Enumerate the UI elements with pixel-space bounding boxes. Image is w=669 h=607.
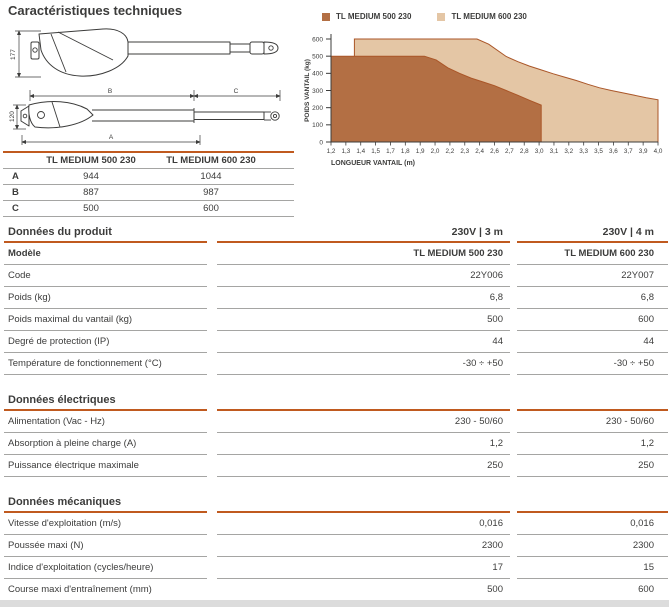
row-value: TL MEDIUM 600 230 [517, 243, 668, 265]
column-header-230v-4m: 230V | 4 m [602, 225, 654, 238]
x-tick-label: 3,2 [564, 148, 574, 155]
row-label: Vitesse d'exploitation (m/s) [4, 513, 207, 535]
row-value: 600 [517, 579, 668, 601]
row-value: 230 - 50/60 [217, 411, 510, 433]
row-value: 0,016 [217, 513, 510, 535]
row-value: 500 [217, 309, 510, 331]
table-row [4, 411, 668, 433]
row-label: Indice d'exploitation (cycles/heure) [4, 557, 207, 579]
x-tick-label: 1,7 [386, 148, 395, 155]
dim-177-label: 177 [10, 49, 17, 60]
actuator-drawing-bottom [8, 85, 298, 149]
x-tick-label: 2,8 [519, 148, 529, 155]
row-label: Poids maximal du vantail (kg) [4, 309, 207, 331]
x-tick-label: 4,0 [653, 148, 663, 155]
section-rows [4, 243, 668, 375]
chart-plot [300, 8, 669, 182]
row-label: Poussée maxi (N) [4, 535, 207, 557]
legend-item [322, 12, 411, 21]
row-value: 17 [217, 557, 510, 579]
row-value: 944 [83, 171, 99, 182]
dimensions-table-header [3, 153, 294, 169]
table-row [4, 455, 668, 477]
row-value: 250 [517, 455, 668, 477]
y-tick-label: 500 [312, 53, 323, 61]
row-value: 1044 [200, 171, 222, 182]
dim-col-600: TL MEDIUM 600 230 [166, 155, 256, 166]
y-tick-label: 300 [312, 87, 323, 95]
row-value: 0,016 [517, 513, 668, 535]
row-label: Température de fonctionnement (°C) [4, 353, 207, 375]
legend-label: TL MEDIUM 600 230 [451, 12, 527, 21]
row-label: Course maxi d'entraînement (mm) [4, 579, 207, 601]
table-row [4, 557, 668, 579]
x-tick-label: 2,6 [490, 148, 499, 155]
row-value: 2300 [517, 535, 668, 557]
y-tick-label: 200 [312, 104, 323, 112]
legend-item [437, 12, 526, 21]
weight-length-chart [300, 8, 669, 182]
row-value: 887 [83, 187, 99, 198]
y-tick-label: 0 [319, 139, 323, 147]
row-value: 250 [217, 455, 510, 477]
x-tick-label: 2,7 [504, 148, 514, 155]
legend-swatch [437, 13, 445, 21]
row-value: 600 [517, 309, 668, 331]
row-value: 987 [203, 187, 219, 198]
y-tick-label: 600 [312, 36, 323, 44]
x-axis-title: LONGUEUR VANTAIL (m) [331, 160, 415, 167]
x-tick-label: 1,2 [326, 148, 336, 155]
x-tick-label: 2,2 [445, 148, 455, 155]
y-tick-label: 400 [312, 70, 323, 78]
dimensions-table [3, 151, 294, 217]
x-tick-label: 1,9 [415, 148, 425, 155]
section-heading: Données mécaniques [8, 495, 122, 508]
row-label: Poids (kg) [4, 287, 207, 309]
row-value: 600 [203, 203, 219, 214]
dim-120-label: 120 [9, 111, 16, 122]
table-row [4, 579, 668, 601]
row-value: 15 [517, 557, 668, 579]
dim-col-500: TL MEDIUM 500 230 [46, 155, 136, 166]
row-label: Absorption à pleine charge (A) [4, 433, 207, 455]
y-axis-title: POIDS VANTAIL (kg) [304, 59, 311, 122]
row-value: 2300 [217, 535, 510, 557]
section-heading: Données du produit [8, 225, 112, 238]
row-value: 6,8 [217, 287, 510, 309]
chart-legend [322, 12, 527, 21]
table-row [3, 185, 294, 201]
row-label: B [12, 187, 19, 198]
row-value: 22Y007 [517, 265, 668, 287]
section-electrical-data [4, 390, 668, 477]
table-row [4, 433, 668, 455]
x-tick-label: 1,5 [371, 148, 380, 155]
dim-c-label: C [233, 88, 239, 95]
table-row [4, 535, 668, 557]
row-label: Degré de protection (IP) [4, 331, 207, 353]
row-label: Code [4, 265, 207, 287]
row-value: -30 ÷ +50 [217, 353, 510, 375]
x-tick-label: 3,9 [638, 148, 648, 155]
section-mechanical-data [4, 492, 668, 601]
row-value: -30 ÷ +50 [517, 353, 668, 375]
dim-b-label: B [107, 88, 113, 95]
x-tick-label: 3,3 [579, 148, 589, 155]
table-row [3, 169, 294, 185]
section-rows [4, 513, 668, 601]
row-label: Alimentation (Vac - Hz) [4, 411, 207, 433]
table-row [4, 331, 668, 353]
y-tick-label: 100 [312, 122, 323, 130]
table-row [4, 513, 668, 535]
row-label: A [12, 171, 19, 182]
x-tick-label: 3,5 [594, 148, 603, 155]
table-row [4, 265, 668, 287]
table-row [4, 287, 668, 309]
x-tick-label: 3,7 [623, 148, 633, 155]
x-tick-label: 3,1 [549, 148, 559, 155]
row-value: TL MEDIUM 500 230 [217, 243, 510, 265]
table-row [4, 243, 668, 265]
x-tick-label: 1,3 [341, 148, 351, 155]
actuator-extended-drawing [21, 102, 279, 128]
dim-a-label: A [108, 134, 114, 141]
table-row [4, 309, 668, 331]
row-value: 22Y006 [217, 265, 510, 287]
section-rows [4, 411, 668, 477]
row-value: 500 [217, 579, 510, 601]
row-value: 1,2 [217, 433, 510, 455]
page-title: Caractéristiques techniques [8, 3, 183, 18]
row-value: 1,2 [517, 433, 668, 455]
table-row [4, 353, 668, 375]
dimensions-table-body [3, 169, 294, 217]
section-heading: Données électriques [8, 393, 116, 406]
row-label: Modèle [4, 243, 207, 265]
row-label: Puissance électrique maximale [4, 455, 207, 477]
page-bottom-strip [0, 600, 669, 607]
x-tick-label: 1,8 [400, 148, 410, 155]
row-label: C [12, 203, 19, 214]
row-value: 44 [517, 331, 668, 353]
x-tick-label: 1,4 [356, 148, 366, 155]
actuator-drawing-top [8, 23, 293, 83]
x-tick-label: 3,0 [534, 148, 544, 155]
row-value: 6,8 [517, 287, 668, 309]
row-value: 500 [83, 203, 99, 214]
table-row [3, 201, 294, 217]
x-tick-label: 2,4 [475, 148, 485, 155]
legend-swatch [322, 13, 330, 21]
legend-label: TL MEDIUM 500 230 [336, 12, 412, 21]
x-tick-label: 3,6 [609, 148, 618, 155]
section-product-data [4, 222, 668, 375]
actuator-body-drawing [31, 29, 278, 76]
row-value: 44 [217, 331, 510, 353]
x-tick-label: 2,0 [430, 148, 440, 155]
row-value: 230 - 50/60 [517, 411, 668, 433]
column-header-230v-3m: 230V | 3 m [451, 225, 503, 238]
x-tick-label: 2,3 [460, 148, 470, 155]
